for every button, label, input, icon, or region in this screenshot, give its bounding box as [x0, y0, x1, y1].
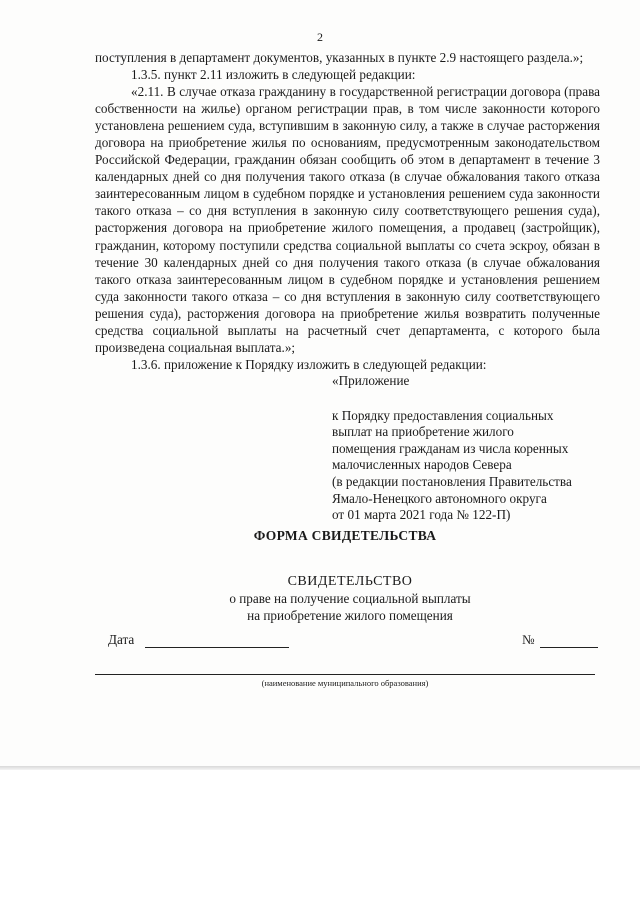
- municipality-blank-line: [95, 674, 595, 675]
- appendix-line: выплат на приобретение жилого: [332, 424, 514, 440]
- appendix-line: малочисленных народов Севера: [332, 457, 512, 473]
- certificate-subtitle-line-2: на приобретение жилого помещения: [247, 608, 453, 623]
- appendix-line: от 01 марта 2021 года № 122-П): [332, 507, 511, 523]
- paragraph: 1.3.6. приложение к Порядку изложить в следующей редакции:: [131, 356, 487, 372]
- number-label: №: [522, 632, 535, 647]
- number-blank-line: [540, 647, 598, 648]
- appendix-header: [332, 373, 607, 524]
- appendix-line: (в редакции постановления Правительства: [332, 473, 572, 489]
- paragraph: поступления в департамент документов, указанных в пункте 2.9 настоящего раздела.»;: [95, 50, 584, 65]
- date-blank-line: [145, 647, 289, 648]
- page-number: 2: [317, 30, 323, 44]
- paragraph: 1.3.5. пункт 2.11 изложить в следующей редакции:: [131, 67, 416, 83]
- date-label: Дата: [108, 632, 135, 647]
- page-bottom-edge: [0, 766, 640, 770]
- certificate-title: СВИДЕТЕЛЬСТВО: [287, 574, 413, 589]
- appendix-title: «Приложение: [332, 373, 410, 388]
- body-text: [95, 49, 600, 373]
- certificate-subtitle-line-1: о праве на получение социальной выплаты: [229, 591, 471, 606]
- paragraph: «2.11. В случае отказа гражданину в государственной регистрации договора (права собственности на жилье) органом регистрации прав, в том числе законности которого установлена решением суда, вступившим в законную силу, а также в случае расторжения договора на приобретение жилья по основаниям, предусмотренным законодательством Российской Федерации, гражданин обязан сообщить об этом в департамент в течение 3 календарных дней со дня получения такого отказа (в случае обжалования такого отказа заинтересованным лицом в судебном порядке и установления решением суда законности такого отказа – со дня вступления в законную силу соответствующего решения суда), расторжения договора на приобретение жилого помещения, а продавец (застройщик), гражданин, которому поступили средства социальной выплаты со счета эскроу, обязан в течение 30 календарных дней со дня получения такого отказа (в случае обжалования такого отказа заинтересованным лицом в судебном порядке и установления решением суда законности такого отказа – со дня вступления в законную силу соответствующего решения суда), расторжения договора на приобретение жилья возвратить полученные средства социальной выплаты на расчетный счет департамента, с которого была произведена социальная выплата.»;: [95, 84, 600, 355]
- appendix-line: к Порядку предоставления социальных: [332, 407, 554, 423]
- appendix-line: помещения гражданам из числа коренных: [332, 440, 569, 456]
- form-heading: ФОРМА СВИДЕТЕЛЬСТВА: [253, 528, 437, 543]
- municipality-caption: (наименование муниципального образования): [261, 678, 429, 688]
- appendix-line: Ямало-Ненецкого автономного округа: [332, 490, 547, 506]
